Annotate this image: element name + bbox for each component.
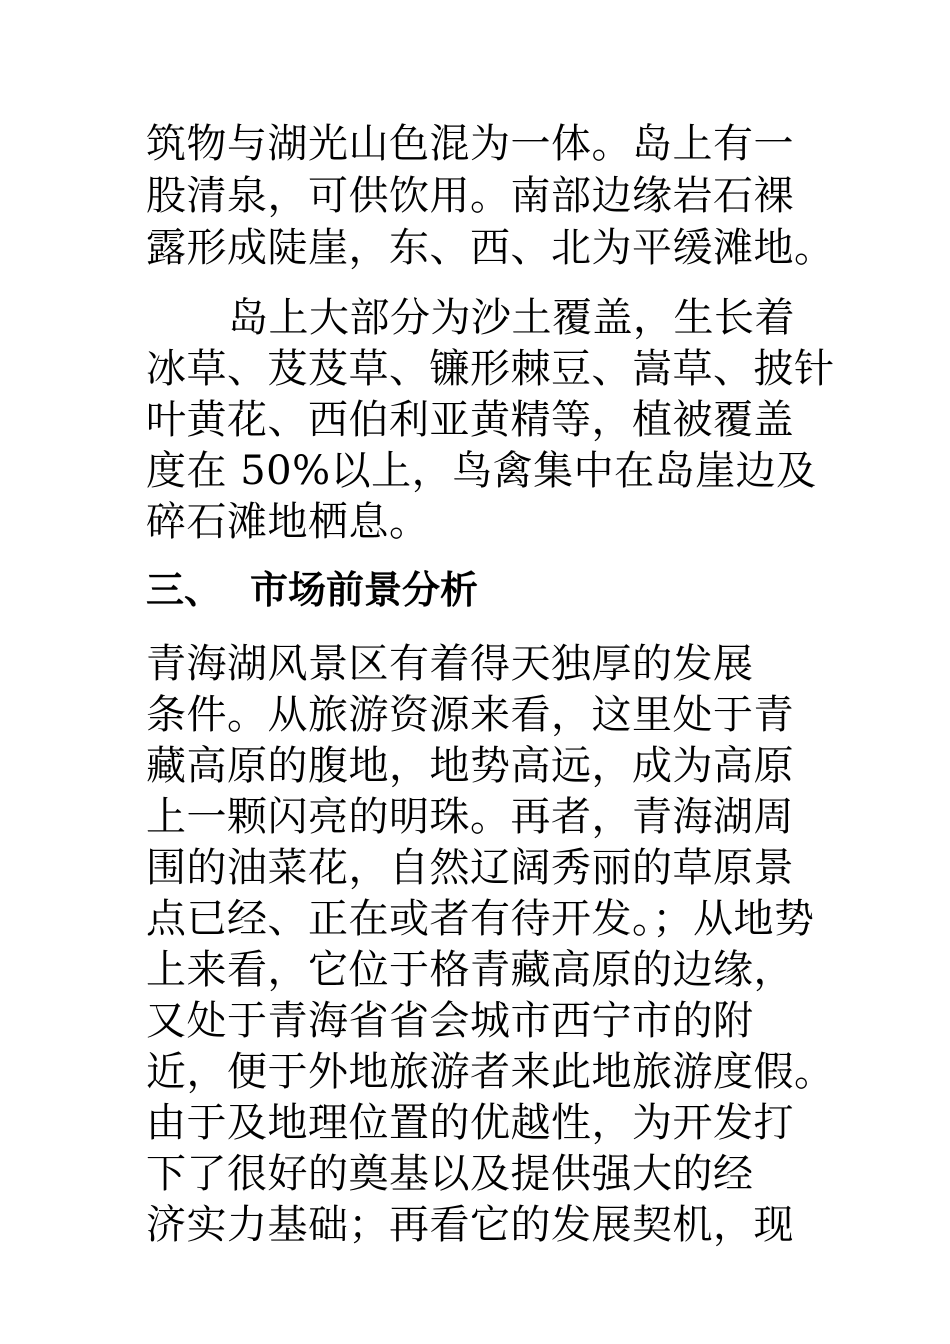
text-line: 点已经、正在或者有待开发。；从地势 bbox=[146, 896, 815, 942]
text-line: 下了很好的奠基以及提供强大的经 bbox=[146, 1151, 754, 1197]
text-line: 由于及地理位置的优越性，为开发打 bbox=[146, 1100, 794, 1146]
text-line: 上来看，它位于格青藏高原的边缘， bbox=[146, 947, 794, 993]
text-line: 冰草、芨芨草、镰形棘豆、嵩草、披针 bbox=[146, 346, 835, 392]
section-heading bbox=[146, 566, 478, 614]
text-line: 碎石滩地栖息。 bbox=[146, 499, 430, 545]
text-line: 筑物与湖光山色混为一体。岛上有一 bbox=[146, 121, 794, 167]
section-title: 市场前景分析 bbox=[250, 568, 479, 612]
text-line: 股清泉，可供饮用。南部边缘岩石裸 bbox=[146, 173, 794, 219]
text-line: 又处于青海省省会城市西宁市的附 bbox=[146, 998, 754, 1044]
text-line: 藏高原的腹地，地势高远，成为高原 bbox=[146, 743, 794, 789]
text-line: 上一颗闪亮的明珠。再者，青海湖周 bbox=[146, 794, 794, 840]
section-number: 三、 bbox=[146, 568, 223, 612]
text-line: 济实力基础；再看它的发展契机，现 bbox=[146, 1202, 794, 1248]
text-line: 度在 50%以上，鸟禽集中在岛崖边及 bbox=[146, 448, 817, 494]
text-line: 条件。从旅游资源来看，这里处于青 bbox=[146, 692, 794, 738]
text-line: 青海湖风景区有着得天独厚的发展 bbox=[146, 641, 754, 687]
text-line: 露形成陡崖，东、西、北为平缓滩地。 bbox=[146, 225, 835, 271]
text-line: 围的油菜花，自然辽阔秀丽的草原景 bbox=[146, 845, 794, 891]
text-line: 近，便于外地旅游者来此地旅游度假。 bbox=[146, 1049, 835, 1095]
text-line: 岛上大部分为沙土覆盖，生长着 bbox=[228, 295, 795, 341]
text-line: 叶黄花、西伯利亚黄精等，植被覆盖 bbox=[146, 397, 794, 443]
